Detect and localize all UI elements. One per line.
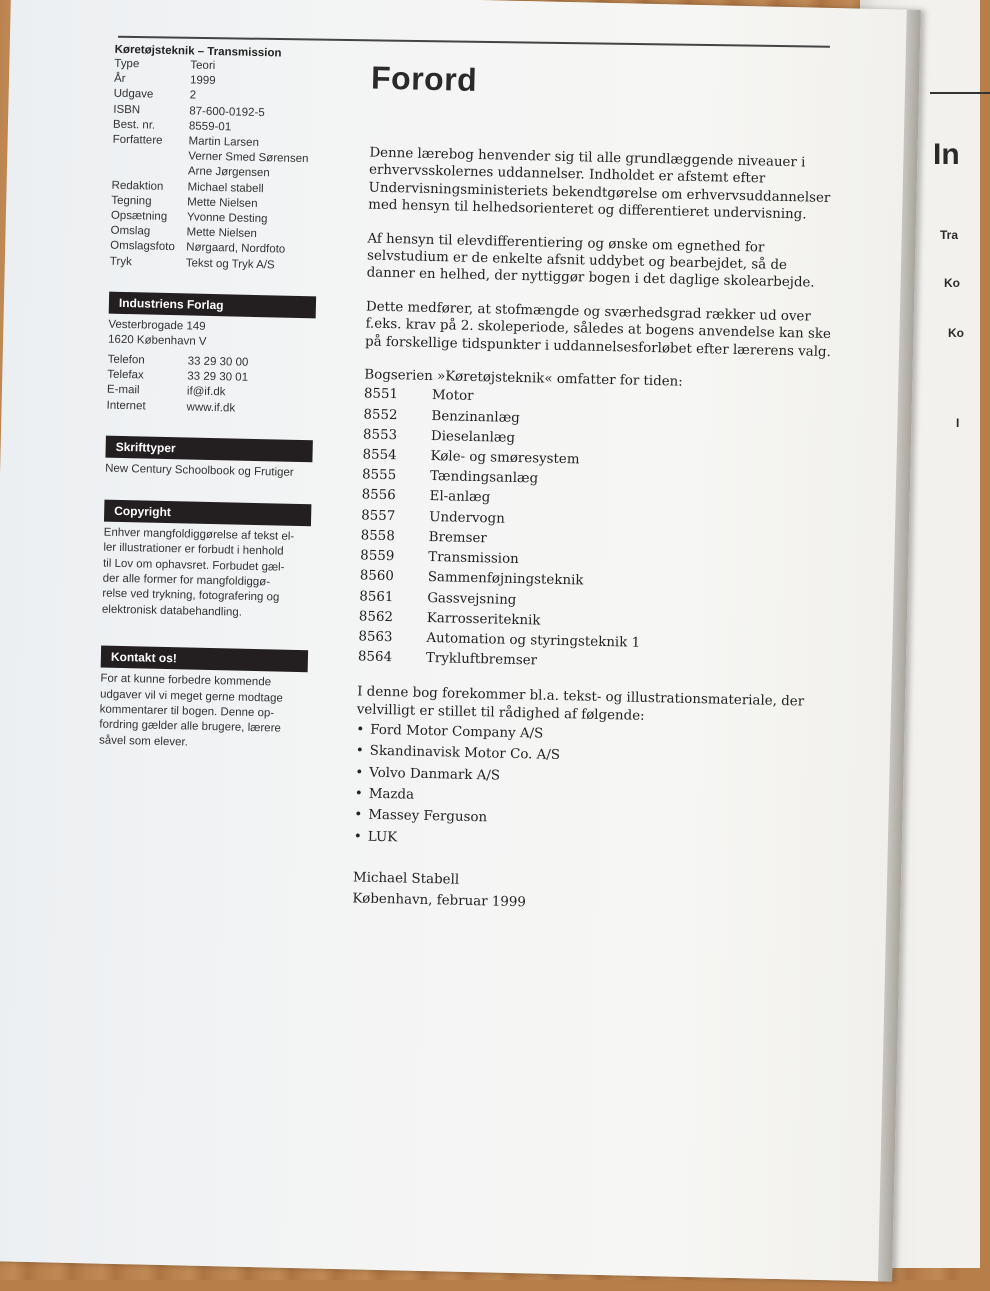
series-title: Benzinanlæg xyxy=(431,408,521,426)
series-number: 8555 xyxy=(361,467,397,484)
contact-value: if@if.dk xyxy=(186,385,226,399)
metadata-value: Arne Jørgensen xyxy=(187,165,270,180)
contact-value: 33 29 30 01 xyxy=(187,370,249,384)
series-number: 8554 xyxy=(362,447,397,464)
metadata-label xyxy=(112,148,188,165)
copyright-line: elektronisk databehandling. xyxy=(101,603,243,619)
contact-heading: Kontakt os! xyxy=(101,646,308,673)
signature-place-date: København, februar 1999 xyxy=(352,891,527,911)
metadata-label: Omslagsfoto xyxy=(110,240,175,254)
paragraph: Dette medfører, at stofmængde og sværhedsgrad rækker ud over f.eks. krav på 2. skoleperiode, således at bogens anvendelse kan ske på forskellige tidspunkter i uddannelsesforløbet efter lærerens valg. xyxy=(364,299,832,360)
series-title: Gassvejsning xyxy=(427,590,517,608)
contact-value: 33 29 30 00 xyxy=(187,355,249,369)
page-title: Forord xyxy=(370,59,478,98)
metadata-value: Martin Larsen xyxy=(188,135,260,150)
series-number: 8562 xyxy=(358,609,394,625)
book-title: Køretøjsteknik – Transmission xyxy=(114,43,282,60)
book-metadata xyxy=(110,57,325,275)
contact-label: Telefax xyxy=(107,368,144,382)
metadata-label: Udgave xyxy=(113,88,154,102)
series-number: 8552 xyxy=(363,407,398,423)
metadata-value: Tekst og Tryk A/S xyxy=(185,257,275,272)
metadata-value: 1999 xyxy=(189,74,216,88)
colophon-sidebar xyxy=(99,44,325,754)
series-intro: Bogserien »Køretøjsteknik« omfatter for tiden: xyxy=(364,367,683,390)
series-title: Undervogn xyxy=(428,509,505,527)
metadata-label: Best. nr. xyxy=(112,118,156,132)
contributor-item: • Ford Motor Company A/S xyxy=(356,719,826,751)
series-title: Tændingsanlæg xyxy=(429,469,539,487)
contact-label: Internet xyxy=(106,399,146,413)
next-page-item: Ko xyxy=(948,326,964,340)
metadata-value: Mette Nielsen xyxy=(187,196,258,210)
next-page-item: Ko xyxy=(944,276,960,290)
fonts-block xyxy=(105,436,316,482)
series-number: 8559 xyxy=(360,548,395,565)
metadata-label: Omslag xyxy=(110,224,151,238)
contact-line: For at kunne forbedre kommende xyxy=(100,672,272,689)
address-street: Vesterbrogade 149 xyxy=(108,318,206,333)
metadata-label: År xyxy=(113,72,126,86)
contributor-item: • Mazda xyxy=(355,783,825,815)
metadata-value: 2 xyxy=(189,89,197,102)
metadata-value: 8559-01 xyxy=(188,120,232,134)
copyright-line: til Lov om ophavsret. Forbudet gæl- xyxy=(102,557,285,574)
foreword xyxy=(352,60,841,920)
contributor-list xyxy=(354,719,827,857)
metadata-label: Tryk xyxy=(109,255,132,268)
metadata-label: ISBN xyxy=(113,103,141,116)
contact-value: www.if.dk xyxy=(186,401,236,415)
series-list xyxy=(358,385,834,678)
contact-line: fordring gælder alle brugere, lærere xyxy=(99,718,282,736)
publisher-contacts xyxy=(106,352,317,418)
next-page-item: I xyxy=(956,416,960,430)
publisher-address xyxy=(108,317,319,353)
copyright-line: Enhver mangfoldiggørelse af tekst el- xyxy=(103,526,295,543)
copyright-line: ler illustrationer er forbudt i henhold xyxy=(103,541,284,558)
paragraph: Denne lærebog henvender sig til alle grundlæggende niveauer i erhvervsskolernes uddannelser. Indholdet er afstemt efter Undervisningsministeriets bekendtgørelse om erhvervsuddannelser med hensyn til helhedsorienteret og differentieret undervisning. xyxy=(368,145,831,223)
contributor-item: • Skandinavisk Motor Co. A/S xyxy=(356,741,826,773)
next-page-heading: In xyxy=(933,138,960,171)
contact-line: kommentarer til bogen. Denne op- xyxy=(99,703,275,720)
series-title: Sammenføjningsteknik xyxy=(427,570,584,589)
fonts-text: New Century Schoolbook og Frutiger xyxy=(105,462,294,480)
address-city: 1620 København V xyxy=(107,333,207,349)
contact-line: såvel som elever. xyxy=(98,734,188,749)
copyright-text xyxy=(102,525,314,622)
series-number: 8564 xyxy=(357,649,393,666)
series-number: 8557 xyxy=(361,508,396,524)
metadata-value: Verner Smed Sørensen xyxy=(188,150,309,166)
contact-label: Telefon xyxy=(107,353,145,367)
fonts-heading: Skrifttyper xyxy=(105,436,312,463)
contributor-item: • Massey Ferguson xyxy=(354,805,824,837)
series-title: Motor xyxy=(431,388,474,405)
metadata-value: Yvonne Desting xyxy=(186,211,268,226)
copyright-line: der alle former for mangfoldiggø- xyxy=(102,572,271,589)
publisher-block xyxy=(106,291,319,418)
copyright-block xyxy=(102,499,315,622)
contact-block xyxy=(99,646,311,754)
metadata-value: Nørgaard, Nordfoto xyxy=(186,241,286,257)
series-number: 8563 xyxy=(358,629,393,646)
series-title: Transmission xyxy=(428,550,519,568)
series-number: 8551 xyxy=(363,386,399,403)
series-number: 8560 xyxy=(359,568,395,585)
series-title: Automation og styringsteknik 1 xyxy=(426,630,641,651)
contact-line: udgaver vil vi meget gerne modtage xyxy=(99,688,283,705)
series-number: 8558 xyxy=(360,528,395,545)
series-title: Køle- og smøresystem xyxy=(430,449,580,468)
metadata-label: Tegning xyxy=(111,194,152,208)
metadata-value: Mette Nielsen xyxy=(186,226,257,241)
metadata-label: Forfattere xyxy=(112,133,163,147)
metadata-value: Teori xyxy=(190,59,216,72)
copyright-heading: Copyright xyxy=(104,499,311,526)
copyright-line: relse ved trykning, fotografering og xyxy=(102,587,280,604)
series-title: Bremser xyxy=(428,529,487,547)
series-title: Trykluftbremser xyxy=(425,651,538,669)
next-page-item: Tra xyxy=(940,228,959,242)
contributor-item: • Volvo Danmark A/S xyxy=(355,762,825,794)
metadata-value: 87-600-0192-5 xyxy=(189,105,265,119)
acknowledgement: I denne bog forekommer bl.a. tekst- og illustrationsmateriale, der velvilligt er stillet til rådighed af følgende: xyxy=(356,684,805,724)
series-number: 8556 xyxy=(361,487,396,504)
metadata-label: Type xyxy=(114,57,140,71)
series-number: 8561 xyxy=(359,588,394,605)
signature-name: Michael Stabell xyxy=(352,870,460,888)
contact-text xyxy=(99,672,311,754)
contact-label: E-mail xyxy=(106,384,140,397)
metadata-value: Michael stabell xyxy=(187,181,264,195)
series-title: Dieselanlæg xyxy=(430,428,516,446)
publisher-heading: Industriens Forlag xyxy=(109,291,316,318)
metadata-label xyxy=(112,163,188,180)
contributor-item: • LUK xyxy=(354,826,824,858)
series-title: Karrosseriteknik xyxy=(426,610,541,629)
metadata-label: Opsætning xyxy=(110,209,168,223)
series-number: 8553 xyxy=(362,427,398,444)
metadata-label: Redaktion xyxy=(111,179,164,193)
paragraph: Af hensyn til elevdifferentiering og ønske om egnethed for selvstudium er de enkelte afsnit uddybet og bearbejdet, så de danner en helhed, der nyttiggør bogen i det daglige skolearbejde. xyxy=(366,231,815,292)
series-title: El-anlæg xyxy=(429,489,491,506)
